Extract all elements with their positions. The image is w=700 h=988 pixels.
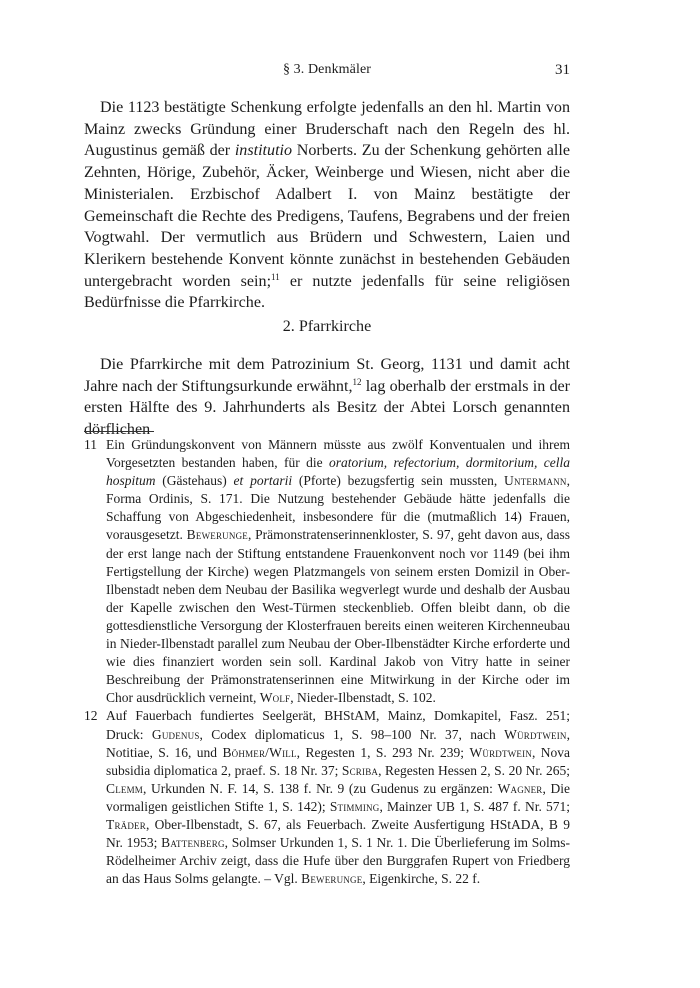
footnote-number: 12 <box>84 708 98 724</box>
footnote-divider <box>84 431 154 432</box>
author-name: Bewerunge <box>186 527 248 543</box>
body-paragraph-2: Die Pfarrkirche mit dem Patrozinium St. Georg, 1131 und damit acht Jahre nach der Stiftungsurkunde erwähnt,$^{12}$ lag oberhalb der erstmals in der ersten Hälfte des 9. Jahrhunderts als Besitz der Abtei Lorsch genannten dörflichen <box>84 356 571 439</box>
author-name: Wagner <box>497 780 543 796</box>
body-paragraph-1: Die 1123 bestätigte Schenkung erfolgte jedenfalls an den hl. Martin von Mainz zwecks Gründung einer Bruderschaft nach den Regeln des hl. Augustinus gemäß der institutio Norberts. Zu der Schenkung gehörten alle Zehnten, Hörige, Zubehör, Äcker, Weinberge und Wiesen, nicht aber die Ministerialen. Erzbischof Adalbert I. von Mainz bestätigte der Gemeinschaft die Rechte des Predigens, Taufens, Begrabens und der freien Vogtwahl. Der vermutlich aus Brüdern und Schwestern, Laien und Klerikern bestehende Konvent könnte zunächst in bestehenden Gebäuden untergebracht worden sein;$^{11}$ er nutzte jedenfalls für seine religiösen Bedürfnisse die Pfarrkirche. <box>84 99 570 312</box>
author-name: Träder <box>106 816 146 832</box>
author-name: Wolf <box>259 690 291 706</box>
author-name: Battenberg <box>161 835 225 851</box>
author-name: Gudenus <box>151 726 200 742</box>
footnote-ref-11[interactable]: 11 <box>271 271 280 282</box>
author-name: Untermann <box>504 473 567 489</box>
author-name: Würdtwein <box>469 744 532 760</box>
footnote-11: 11 Ein Gründungskonvent von Männern müsste aus zwölf Konventualen und ihrem Vorgesetzten bestanden haben, für die oratorium, refectorium, dormitorium, cella hospitum (Gästehaus) et portarii (Pforte) bezugsfertig sein mussten, Untermann, Forma Ordinis, S. 171. Die Nutzung bestehender Gebäude hätte jedenfalls die Schaffung von Abgeschiedenheit, insbesondere für die (mutmaßlich 14) Frauen, vorausgesetzt. Bewerunge, Prämonstratenserinnenkloster, S. 97, geht davon aus, dass der erst lange nach der Stiftung entstandene Frauenkonvent noch vor 1149 (bei ihm Fertigstellung der Kirche) wegen Platzmangels von seinem ersten Domizil in Ober-Ilbenstadt neben dem Neubau der Basilika wegverlegt wurde und deshalb der Ausbau der Kapelle zwischen den West-Türmen steckenblieb. Offen bleibt dann, ob die gottesdienstliche Versorgung der Klosterfrauen bereits einen weiteren Kirchenneubau in Nieder-Ilbenstadt parallel zum Neubau der Ober-Ilbenstädter Kirche erforderte und wie dies finanziert worden sein soll. Kardinal Jakob von Vitry hatte in seiner Beschreibung der Prämonstratenserinnen eine Mitwirkung in der Kirche oder im Chor ausdrücklich verneint, Wolf, Nieder-Ilbenstadt, S. 102. <box>84 437 570 706</box>
section-heading: 2. Pfarrkirche <box>282 318 372 335</box>
footnote-ref-12[interactable]: 12 <box>352 376 362 387</box>
author-name: Böhmer/Will <box>222 744 297 760</box>
term-institutio: institutio <box>234 142 293 160</box>
footnote-12: 12 Auf Fauerbach fundiertes Seelgerät, BHStAM, Mainz, Domkapitel, Fasz. 251; Druck: Gudenus, Codex diplomaticus 1, S. 98–100 Nr. 37, nach Würdtwein, Notitiae, S. 16, und Böhmer/Will, Regesten 1, S. 293 Nr. 239; Würdtwein, Nova subsidia diplomatica 2, praef. S. 18 Nr. 37; Scriba, Regesten Hessen 2, S. 20 Nr. 265; Clemm, Urkunden N. F. 14, S. 138 f. Nr. 9 (zu Gudenus zu ergänzen: Wagner, Die vormaligen geistlichen Stifte 1, S. 142); Stimming, Mainzer UB 1, S. 487 f. Nr. 571; Träder, Ober-Ilbenstadt, S. 67, als Feuerbach. Zweite Ausfertigung HStADA, B 9 Nr. 1953; Battenberg, Solmser Urkunden 1, S. 1 Nr. 1. Die Überlieferung im Solms-Rödelheimer Archiv zeigt, dass die Hufe über den Burggrafen Rupert von Friedberg an das Haus Solms gelangte. – Vgl. Bewerunge, Eigenkirche, S. 22 f. <box>84 708 571 887</box>
author-name: Stimming <box>329 798 380 814</box>
author-name: Würdtwein <box>504 726 567 742</box>
footnote-number: 11 <box>84 437 97 452</box>
running-head <box>84 62 570 82</box>
running-head-title: § 3. Denkmäler <box>282 62 372 77</box>
author-name: Bewerunge <box>301 871 363 887</box>
page-number: 31 <box>555 62 570 78</box>
author-name: Scriba <box>341 762 379 778</box>
footnotes <box>84 436 570 888</box>
author-name: Clemm <box>106 780 144 796</box>
